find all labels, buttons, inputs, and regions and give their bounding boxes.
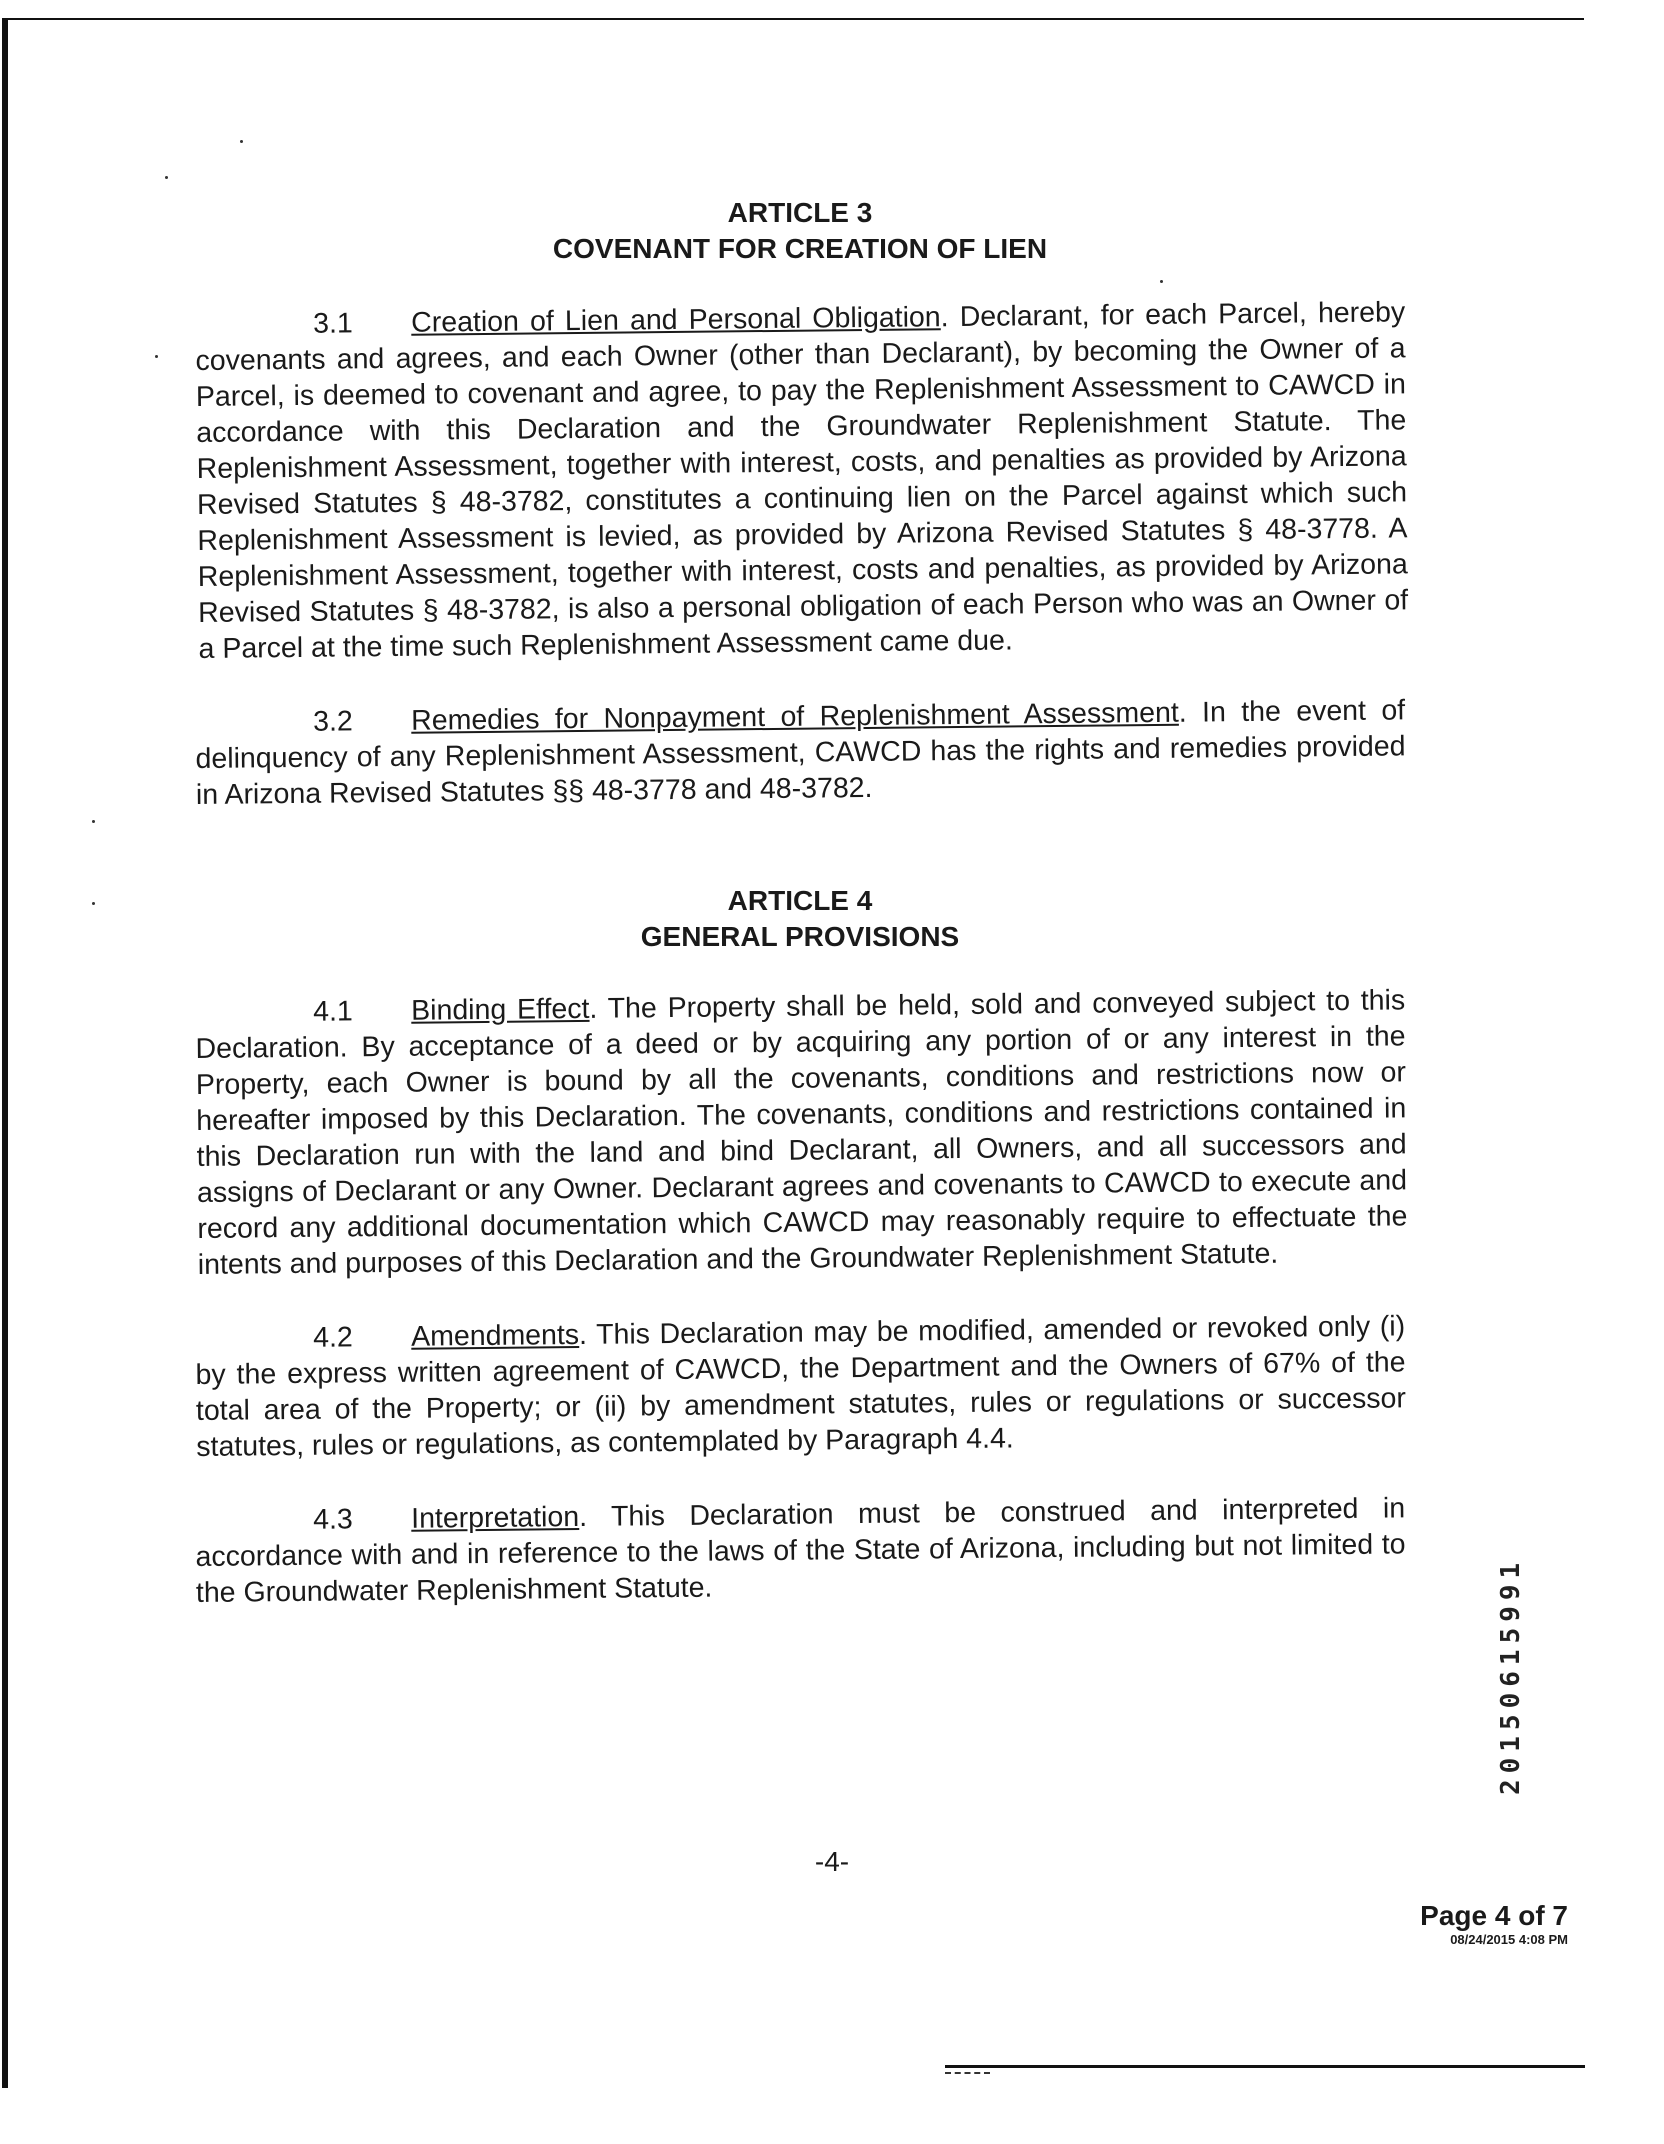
scan-speck bbox=[92, 820, 95, 823]
document-body bbox=[195, 195, 1409, 1611]
recording-number-vertical: 20150615991 bbox=[1496, 1556, 1526, 1795]
bottom-dash-line bbox=[945, 2072, 990, 2074]
section-title: Binding Effect bbox=[411, 992, 590, 1027]
section-4-1 bbox=[195, 982, 1408, 1283]
section-text: . In the event of delinquency of any Replenishment Assessment, CAWCD has the rights and remedies provided in Arizona Revised Statutes §§ 48-3778 and 48-3782. bbox=[195, 694, 1406, 811]
section-title: Remedies for Nonpayment of Replenishment Assessment bbox=[411, 696, 1179, 737]
article-3-heading bbox=[195, 195, 1405, 267]
article-4-title: GENERAL PROVISIONS bbox=[640, 921, 960, 952]
scan-speck bbox=[155, 355, 158, 358]
section-4-2 bbox=[195, 1308, 1406, 1465]
scan-speck bbox=[92, 902, 95, 905]
page-number: -4- bbox=[814, 1846, 850, 1877]
section-text: . This Declaration must be construed and interpreted in accordance with and in reference to the laws of the State of Arizona, including but not limited to the Groundwater Replenishment Statute. bbox=[195, 1492, 1406, 1609]
article-3-number: ARTICLE 3 bbox=[727, 197, 873, 228]
section-text: . This Declaration may be modified, amended or revoked only (i) by the express written agreement of CAWCD, the Department and the Owners of 67% of the total area of the Property; or (ii) by amendment statutes, rules or regulations or successor statutes, rules or regulations, as contemplated by Paragraph 4.4. bbox=[195, 1310, 1407, 1463]
bottom-border-line bbox=[945, 2065, 1585, 2068]
timestamp: 08/24/2015 4:08 PM bbox=[1450, 1932, 1568, 1947]
section-number: 4.3 bbox=[313, 1503, 353, 1536]
section-text: . Declarant, for each Parcel, hereby covenants and agrees, and each Owner (other than Declarant), by becoming the Owner of a Parcel, is deemed to covenant and agree, to pay the Replenishment Assessment to CAWCD in accordance with this Declaration and the Groundwater Replenishment Statute. The Replenishment Assessment, together with interest, costs, and penalties as provided by Arizona Revised Statutes § 48-3782, constitutes a continuing lien on the Parcel against which such Replenishment Assessment is levied, as provided by Arizona Revised Statutes § 48-3778. A Replenishment Assessment, together with interest, costs and penalties, as provided by Arizona Revised Statutes § 48-3782, is also a personal obligation of each Person who was an Owner of a Parcel at the time such Replenishment Assessment came due. bbox=[195, 296, 1409, 665]
section-3-2 bbox=[195, 692, 1406, 813]
section-number: 3.2 bbox=[313, 705, 353, 738]
section-title: Interpretation bbox=[411, 1500, 580, 1535]
page-stamp bbox=[1388, 1900, 1568, 1948]
section-number: 4.1 bbox=[313, 995, 353, 1028]
section-title: Creation of Lien and Personal Obligation bbox=[411, 301, 941, 339]
section-3-1 bbox=[195, 294, 1409, 667]
scan-speck bbox=[240, 140, 243, 143]
article-4-heading bbox=[195, 883, 1405, 955]
page-of-label: Page 4 of 7 bbox=[1420, 1900, 1568, 1931]
article-3-title: COVENANT FOR CREATION OF LIEN bbox=[552, 233, 1048, 264]
scan-speck bbox=[165, 176, 168, 179]
left-border-line bbox=[2, 18, 8, 2088]
section-4-3 bbox=[195, 1490, 1406, 1611]
top-border-line bbox=[4, 18, 1584, 20]
article-4-number: ARTICLE 4 bbox=[727, 885, 873, 916]
section-title: Amendments bbox=[411, 1318, 580, 1353]
section-number: 4.2 bbox=[313, 1321, 353, 1354]
section-number: 3.1 bbox=[313, 307, 353, 340]
section-text: . The Property shall be held, sold and conveyed subject to this Declaration. By acceptance of a deed or by acquiring any portion of or any interest in the Property, each Owner is bound by all the covenants, conditions and restrictions now or hereafter imposed by this Declaration. The covenants, conditions and restrictions contained in this Declaration run with the land and bind Declarant, all Owners, and all successors and assigns of Declarant or any Owner. Declarant agrees and covenants to CAWCD to execute and record any additional documentation which CAWCD may reasonably require to effectuate the intents and purposes of this Declaration and the Groundwater Replenishment Statute. bbox=[195, 984, 1408, 1281]
